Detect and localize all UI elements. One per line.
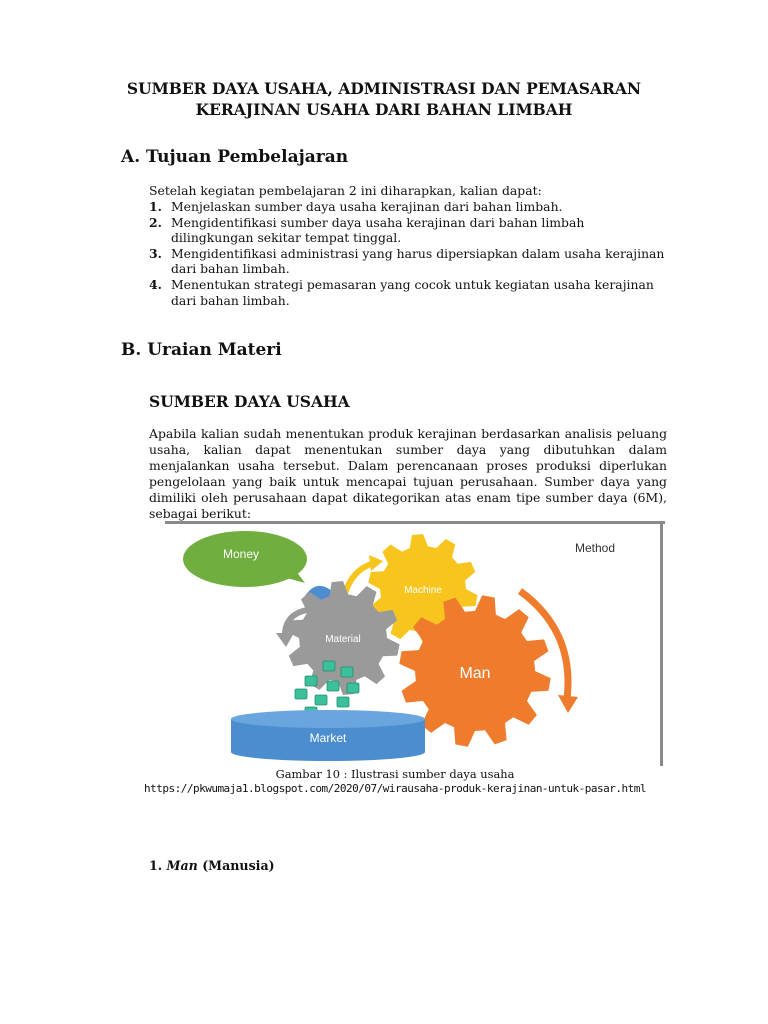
objective-item xyxy=(149,277,669,308)
document-title xyxy=(100,78,668,120)
objective-item xyxy=(149,215,669,246)
cube xyxy=(295,689,307,699)
cube xyxy=(315,695,327,705)
objectives-intro: Setelah kegiatan pembelajaran 2 ini diharapkan, kalian dapat: xyxy=(149,183,542,198)
cube xyxy=(327,681,339,691)
objectives-list xyxy=(149,199,669,308)
market-label: Market xyxy=(309,731,347,745)
figure-source-url[interactable]: https://pkwumaja1.blogspot.com/2020/07/wirausaha-produk-kerajinan-untuk-pasar.html xyxy=(143,782,647,795)
cube xyxy=(323,661,335,671)
objective-number: 3. xyxy=(149,245,162,261)
machine-label: Machine xyxy=(404,585,442,596)
objective-text: Mengidentifikasi sumber daya usaha kerajinan dari bahan limbah dilingkungan sekitar tempat tinggal. xyxy=(171,214,585,246)
cube xyxy=(337,697,349,707)
heading-uraian-materi: B. Uraian Materi xyxy=(121,340,282,360)
resource-illustration-svg xyxy=(165,521,665,766)
item-term: Man xyxy=(166,858,198,873)
material-label: Material xyxy=(325,634,361,645)
market-cylinder xyxy=(231,710,425,761)
man-label: Man xyxy=(459,665,491,682)
money-label: Money xyxy=(222,547,260,561)
subheading-sumber-daya-usaha: SUMBER DAYA USAHA xyxy=(149,392,350,411)
item-note: (Manusia) xyxy=(202,858,275,873)
objective-number: 2. xyxy=(149,214,162,230)
objective-text: Menjelaskan sumber daya usaha kerajinan dari bahan limbah. xyxy=(171,199,563,214)
figure-caption: Gambar 10 : Ilustrasi sumber daya usaha xyxy=(275,767,515,781)
objective-item xyxy=(149,199,669,215)
objective-item xyxy=(149,246,669,277)
objective-number: 4. xyxy=(149,276,162,292)
cube xyxy=(341,667,353,677)
item-number: 1. xyxy=(149,858,163,873)
cube xyxy=(347,683,359,693)
objective-text: Mengidentifikasi administrasi yang harus dipersiapkan dalam usaha kerajinan dari bahan limbah. xyxy=(171,245,665,277)
heading-tujuan-pembelajaran: A. Tujuan Pembelajaran xyxy=(121,147,349,167)
title-line-2: KERAJINAN USAHA DARI BAHAN LIMBAH xyxy=(195,100,573,119)
title-line-1: SUMBER DAYA USAHA, ADMINISTRASI DAN PEMASARAN xyxy=(126,79,642,98)
money-bubble xyxy=(183,531,307,587)
cube xyxy=(305,676,317,686)
list-item-man xyxy=(149,858,275,873)
objective-text: Menentukan strategi pemasaran yang cocok untuk kegiatan usaha kerajinan dari bahan limbah. xyxy=(171,276,654,308)
body-paragraph: Apabila kalian sudah menentukan produk kerajinan berdasarkan analisis peluang usaha, kalian dapat menentukan sumber daya yang dibutuhkan dalam menjalankan usaha tersebut. Dalam perencanaan proses produksi diperlukan pengelolaan yang baik untuk mencapai tujuan perusahaan. Sumber daya yang dimiliki oleh perusahaan dapat dikategorikan atas enam tipe sumber daya (6M), sebagai berikut: xyxy=(149,426,667,521)
resource-illustration xyxy=(165,521,665,766)
method-label: Method xyxy=(574,541,616,555)
objective-number: 1. xyxy=(149,199,162,214)
